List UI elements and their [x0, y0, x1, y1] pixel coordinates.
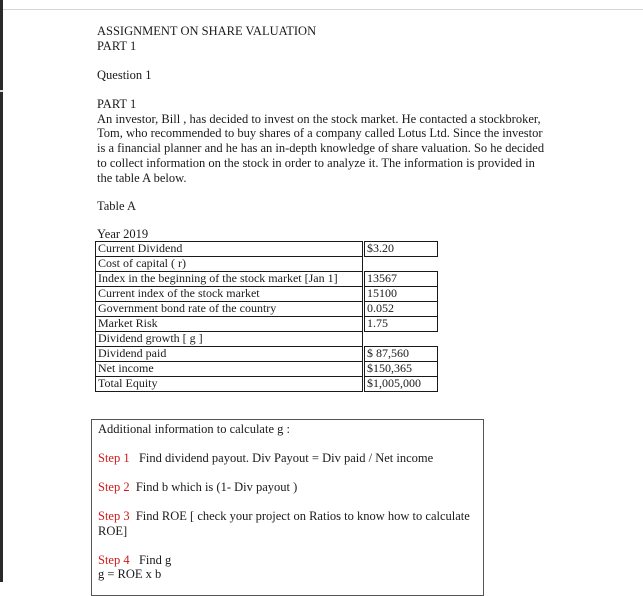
part-heading: PART 1	[97, 39, 137, 53]
paragraph-line: An investor, Bill , has decided to invest on the stock market. He contacted a stockbroker,	[97, 111, 541, 126]
section-heading: PART 1	[97, 97, 137, 111]
step-text: Find g	[138, 553, 172, 567]
table-row	[96, 332, 438, 347]
row-value: $ 87,560	[365, 347, 438, 362]
row-label: Index in the beginning of the stock market [Jan 1]	[96, 272, 363, 287]
year-label: Year 2019	[97, 227, 149, 241]
table-row	[96, 317, 438, 332]
row-value	[365, 332, 438, 347]
paragraph-line: is a financial planner and he has an in-depth knowledge of share valuation. So he decided	[97, 141, 545, 156]
table-caption: Table A	[97, 199, 137, 213]
info-heading: Additional information to calculate g :	[98, 422, 290, 436]
step-3	[98, 509, 470, 524]
table-row	[96, 272, 438, 287]
row-label: Net income	[96, 362, 363, 377]
question-label: Question 1	[97, 68, 152, 82]
row-value: 15100	[365, 287, 438, 302]
row-label: Market Risk	[96, 317, 363, 332]
row-label: Dividend growth [ g ]	[96, 332, 363, 347]
row-value	[365, 257, 438, 272]
step-4-formula: g = ROE x b	[98, 567, 162, 581]
problem-statement	[97, 97, 557, 185]
table-row	[96, 242, 438, 257]
row-value: $150,365	[365, 362, 438, 377]
table-row	[96, 257, 438, 272]
step-label: Step 4	[98, 553, 130, 567]
row-value: 13567	[365, 272, 438, 287]
step-1	[98, 451, 433, 466]
table-row	[96, 377, 438, 392]
row-label: Total Equity	[96, 377, 363, 392]
top-divider	[3, 9, 643, 10]
table-a	[95, 241, 438, 392]
row-label: Cost of capital ( r)	[96, 257, 363, 272]
row-value: $3.20	[365, 242, 438, 257]
paragraph-line: the table A below.	[97, 170, 187, 185]
step-label: Step 2	[98, 480, 130, 494]
row-label: Current index of the stock market	[96, 287, 363, 302]
row-label: Current Dividend	[96, 242, 363, 257]
step-label: Step 1	[98, 451, 130, 465]
table-row	[96, 362, 438, 377]
step-text: Find b which is (1- Div payout )	[135, 480, 298, 494]
step-text: Find dividend payout. Div Payout = Div paid / Net income	[138, 451, 434, 465]
step-label: Step 3	[98, 509, 130, 523]
table-row	[96, 347, 438, 362]
row-label: Dividend paid	[96, 347, 363, 362]
table-row	[96, 302, 438, 317]
additional-info-box	[91, 419, 484, 596]
step-2	[98, 480, 297, 495]
step-4	[98, 553, 171, 568]
left-edge-marker	[0, 90, 3, 92]
row-value: 1.75	[365, 317, 438, 332]
step-3-continuation: ROE]	[98, 524, 128, 538]
row-value: $1,005,000	[365, 377, 438, 392]
step-text: Find ROE [ check your project on Ratios to know how to calculate	[135, 509, 470, 523]
left-window-edge	[0, 0, 3, 582]
row-value: 0.052	[365, 302, 438, 317]
table-row	[96, 287, 438, 302]
paragraph-line: Tom, who recommended to buy shares of a company called Lotus Ltd. Since the investor	[97, 126, 543, 141]
document-title: ASSIGNMENT ON SHARE VALUATION	[97, 24, 317, 38]
paragraph-line: to collect information on the stock in order to analyze it. The information is provided in	[97, 155, 535, 170]
row-label: Government bond rate of the country	[96, 302, 363, 317]
